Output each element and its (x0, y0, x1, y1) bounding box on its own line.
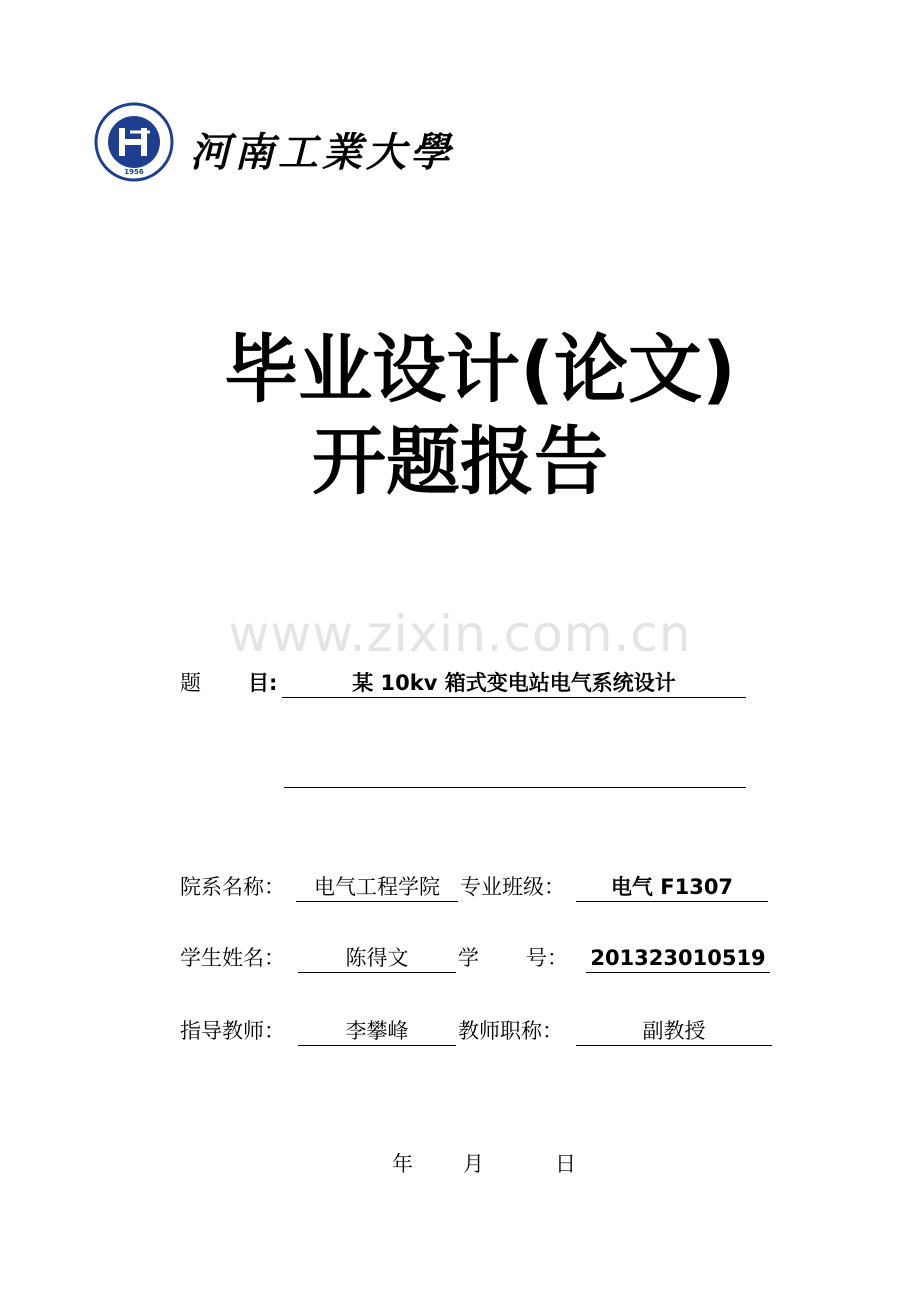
date-day-label: 日 (555, 1152, 576, 1176)
topic-label-part2: 目: (248, 671, 278, 695)
dept-label: 院系名称： (180, 875, 285, 899)
university-seal-logo (94, 102, 174, 182)
topic-label-part1: 题 (180, 671, 201, 695)
date-month-label: 月 (463, 1152, 484, 1176)
seal-year: 1956 (124, 168, 144, 176)
student-label: 学生姓名： (180, 946, 285, 970)
date-year-label: 年 (392, 1152, 413, 1176)
student-value: 陈得文 (298, 944, 456, 973)
topic-continuation-line (284, 787, 746, 788)
class-label: 专业班级： (460, 875, 565, 899)
page-title-line2: 开题报告 (312, 419, 608, 505)
id-label-part1: 学 (458, 946, 479, 970)
id-value: 201323010519 (586, 944, 770, 973)
dept-value: 电气工程学院 (296, 873, 458, 902)
advisor-value: 李攀峰 (298, 1017, 456, 1046)
advisor-label: 指导教师： (180, 1019, 285, 1043)
id-label-part2: 号： (526, 946, 568, 970)
university-name: 河南工業大學 (190, 129, 454, 176)
rank-value: 副教授 (576, 1017, 772, 1046)
topic-value: 某 10kv 箱式变电站电气系统设计 (282, 669, 746, 698)
watermark-text: www.zixin.com.cn (228, 605, 692, 663)
class-value: 电气 F1307 (576, 873, 768, 902)
rank-label: 教师职称： (458, 1019, 563, 1043)
page-title-line1: 毕业设计(论文) (224, 327, 736, 413)
